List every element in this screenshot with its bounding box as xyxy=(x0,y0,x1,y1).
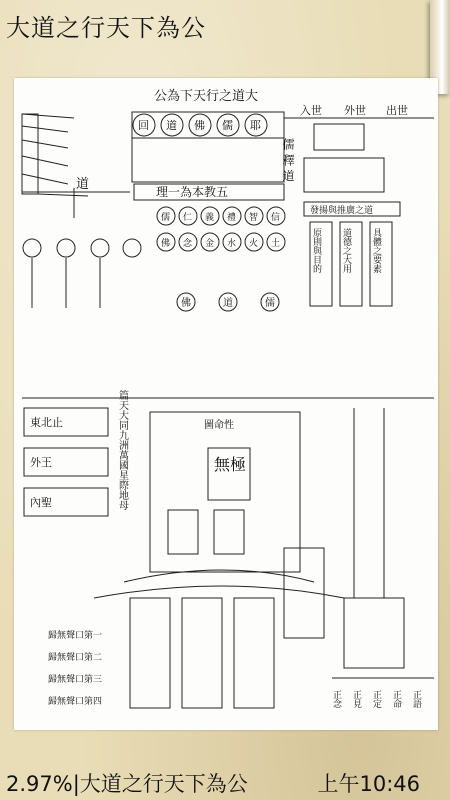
lower-title-label: 儒 xyxy=(265,298,275,309)
svg-text:入世: 入世 xyxy=(300,104,322,117)
right-bottom-label: 正命 xyxy=(391,690,401,708)
left-box-label: 東北止 xyxy=(30,416,63,429)
virtue-label: 智 xyxy=(249,213,259,223)
ru-shi-dao-label: 儒 釋 道 xyxy=(281,138,295,182)
reading-progress xyxy=(6,768,248,798)
core-box-title: 圖命性 xyxy=(204,420,234,431)
religion-label: 儒 xyxy=(222,119,233,132)
diagram-heading: 公為下天行之道大 xyxy=(154,89,259,104)
right-bottom-label: 正定 xyxy=(371,690,381,708)
bottom-arcs xyxy=(94,510,344,708)
element-label: 土 xyxy=(271,239,281,249)
dao-label: 道 xyxy=(76,177,90,192)
svg-text:外世: 外世 xyxy=(344,104,366,117)
virtue-label: 義 xyxy=(205,213,215,223)
right-column-label: 原則與目的 xyxy=(311,228,321,273)
element-label: 金 xyxy=(205,239,215,249)
left-small-circles xyxy=(23,239,141,308)
world-row xyxy=(284,103,434,192)
wuji-core: 無極 xyxy=(214,455,247,474)
book-title: 大道之行天下為公 xyxy=(6,14,206,42)
virtue-label: 仁 xyxy=(183,213,193,223)
mid-left-label: 篇天大同九洲萬國星際地母 xyxy=(116,390,128,510)
bottom-item-label: 歸無聲口第一 xyxy=(48,631,103,641)
right-bottom-label: 正見 xyxy=(351,690,361,708)
left-boxes xyxy=(24,408,108,516)
scanned-diagram-page xyxy=(14,78,438,730)
left-box-label: 內聖 xyxy=(30,496,52,509)
status-bar xyxy=(0,764,450,800)
right-bottom-label: 正語 xyxy=(411,690,421,708)
svg-text:出世: 出世 xyxy=(386,104,408,117)
element-circles xyxy=(157,207,285,251)
status-book-title: 大道之行天下為公 xyxy=(79,772,248,796)
right-column-label: 道德之大用 xyxy=(341,228,351,273)
virtue-label: 儒 xyxy=(161,213,171,223)
virtue-label: 禮 xyxy=(227,213,237,223)
right-columns xyxy=(310,222,392,306)
element-label: 念 xyxy=(183,239,193,249)
five-religions-row xyxy=(132,112,284,182)
religion-label: 佛 xyxy=(194,119,205,132)
bottom-item-label: 歸無聲口第四 xyxy=(48,697,103,707)
right-bottom-label: 正念 xyxy=(331,690,341,708)
lower-titles xyxy=(177,293,279,311)
lower-title-label: 道 xyxy=(223,298,233,309)
religion-label: 道 xyxy=(166,119,177,132)
element-label: 佛 xyxy=(161,239,171,249)
progress-percent: 2.97% xyxy=(6,772,73,796)
bottom-item-label: 歸無聲口第三 xyxy=(48,675,103,685)
right-bottom-items xyxy=(331,690,422,709)
religion-label: 回 xyxy=(138,119,149,132)
yi-li-banner: 理一為本教五 xyxy=(156,185,229,199)
element-label: 火 xyxy=(249,239,259,249)
top-left-scheme xyxy=(22,114,88,218)
title-bar xyxy=(0,0,450,46)
bottom-item-label: 歸無聲口第二 xyxy=(48,653,103,663)
right-section-frame xyxy=(332,408,434,678)
right-column-label: 具體之要素 xyxy=(371,228,381,273)
status-separator: | xyxy=(72,772,80,796)
bottom-items xyxy=(48,629,102,707)
lower-title-label: 佛 xyxy=(181,298,191,309)
clock: 上午10:46 xyxy=(317,772,420,796)
right-box-title: 發揚與推廣之道 xyxy=(310,206,374,216)
left-box-label: 外王 xyxy=(30,456,52,469)
virtue-label: 信 xyxy=(271,213,281,223)
religion-label: 耶 xyxy=(250,119,261,132)
element-label: 水 xyxy=(227,239,237,249)
